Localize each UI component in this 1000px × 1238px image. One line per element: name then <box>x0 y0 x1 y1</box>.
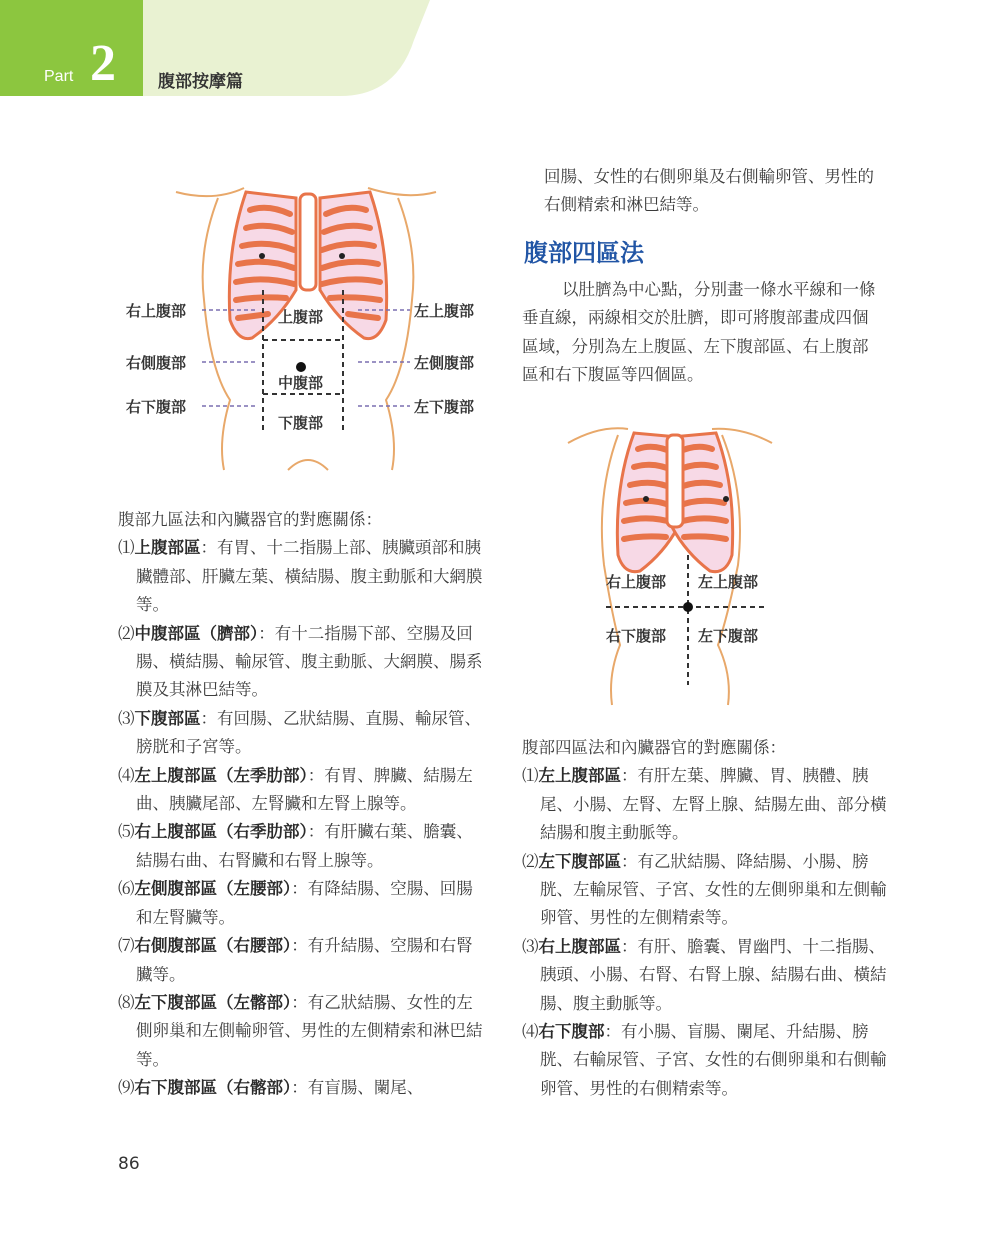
label-lower: 下腹部 <box>278 414 324 432</box>
part-number: 2 <box>90 35 116 92</box>
navel-dot-four <box>683 602 693 612</box>
four-list-intro: 腹部四區法和內臟器官的對應關係： <box>522 738 786 757</box>
part-label: Part <box>44 68 74 85</box>
list-item: ⑶右上腹部區：有肝、膽囊、胃幽門、十二指腸、胰頭、小腸、右腎、右腎上腺、結腸右曲、橫結腸、腹主動脈等。 <box>522 936 887 1013</box>
nine-region-diagram <box>118 170 498 480</box>
list-item: ⑵中腹部區（臍部）：有十二指腸下部、空腸及回腸、橫結腸、輸尿管、腹主動脈、大網膜、腸系膜及其淋巴結等。 <box>118 623 483 700</box>
nine-region-list <box>118 506 483 1103</box>
navel-dot <box>296 362 306 372</box>
nine-list-intro: 腹部九區法和內臟器官的對應關係： <box>118 510 382 529</box>
continued-text: 回腸、女性的右側卵巢及右側輸卵管、男性的右側精索和淋巴結等。 <box>544 167 874 215</box>
four-label-left-upper: 左上腹部 <box>698 573 759 591</box>
list-item: ⑺右側腹部區（右腰部）：有升結腸、空腸和右腎臟等。 <box>118 936 473 984</box>
list-item: ⑼右下腹部區（右髂部）：有盲腸、闌尾、 <box>118 1078 424 1098</box>
label-right-lateral: 右側腹部 <box>126 354 187 372</box>
four-label-right-upper: 右上腹部 <box>606 573 667 591</box>
list-item: ⑸右上腹部區（右季肋部）：有肝臟右葉、膽囊、結腸右曲、右腎臟和右腎上腺等。 <box>118 822 473 870</box>
list-item: ⑵左下腹部區：有乙狀結腸、降結腸、小腸、膀胱、左輸尿管、子宮、女性的左側卵巢和左側輸卵管、男性的左側精索等。 <box>522 851 887 928</box>
four-section-paragraph: 以肚臍為中心點，分別畫一條水平線和一條垂直線，兩線相交於肚臍，即可將腹部畫成四個區域，分別為左上腹區、左下腹部區、右上腹部區和右下腹區等四個區。 <box>522 280 876 385</box>
four-section-title: 腹部四區法 <box>524 239 644 267</box>
list-item: ⑻左下腹部區（左髂部）：有乙狀結腸、女性的左側卵巢和左側輸卵管、男性的左側精索和淋巴結等。 <box>118 992 483 1069</box>
list-item: ⑴左上腹部區：有肝左葉、脾臟、胃、胰體、胰尾、小腸、左腎、左腎上腺、結腸左曲、部分橫結腸和腹主動脈等。 <box>522 766 887 843</box>
list-item: ⑹左側腹部區（左腰部）：有降結腸、空腸、回腸和左腎臟等。 <box>118 879 473 927</box>
four-region-diagram <box>560 415 780 715</box>
label-right-upper: 右上腹部 <box>126 302 187 320</box>
list-item: ⑷左上腹部區（左季肋部）：有胃、脾臟、結腸左曲、胰臟尾部、左腎臟和左腎上腺等。 <box>118 765 473 814</box>
list-item: ⑷右下腹部：有小腸、盲腸、闌尾、升結腸、膀胱、右輸尿管、子宮、女性的右側卵巢和右側輸卵管、男性的右側精索等。 <box>522 1022 887 1098</box>
list-item: ⑴上腹部區：有胃、十二指腸上部、胰臟頭部和胰臟體部、肝臟左葉、橫結腸、腹主動脈和大網膜等。 <box>118 538 483 615</box>
list-item: ⑶下腹部區：有回腸、乙狀結腸、直腸、輸尿管、膀胱和子宮等。 <box>118 708 481 757</box>
section-title: 腹部按摩篇 <box>158 72 243 92</box>
four-label-right-lower: 右下腹部 <box>606 627 667 645</box>
label-left-lateral: 左側腹部 <box>414 354 475 372</box>
label-right-lower: 右下腹部 <box>126 398 187 416</box>
label-left-lower: 左下腹部 <box>414 398 475 416</box>
label-middle: 中腹部 <box>278 374 324 392</box>
label-upper: 上腹部 <box>278 308 324 326</box>
rib-cage-four <box>617 433 732 572</box>
four-region-list <box>522 734 887 1103</box>
page-number: 86 <box>118 1154 140 1174</box>
label-left-upper: 左上腹部 <box>414 302 475 320</box>
four-label-left-lower: 左下腹部 <box>698 627 759 645</box>
